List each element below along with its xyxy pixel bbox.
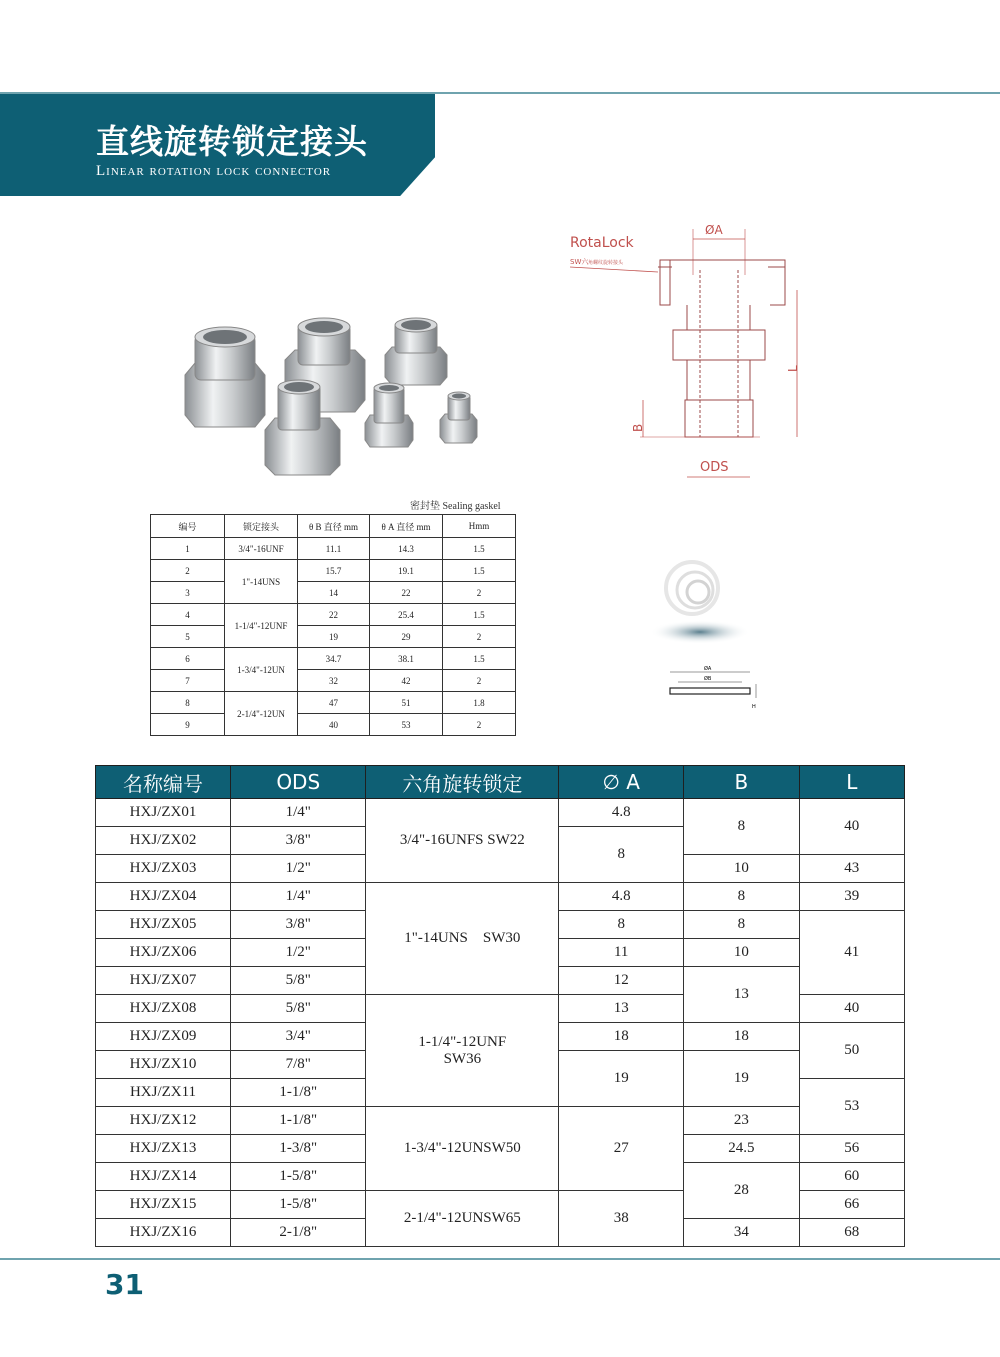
cell: 19 [298,626,370,648]
cell: HXJ/ZX04 [96,883,231,911]
cell: HXJ/ZX05 [96,911,231,939]
cell: 40 [298,714,370,736]
cell: 1-1/8" [231,1107,366,1135]
cell: HXJ/ZX16 [96,1219,231,1247]
cell: 8 [684,883,799,911]
cell: 32 [298,670,370,692]
cell: HXJ/ZX15 [96,1191,231,1219]
cell: 1.5 [443,604,516,626]
cell: 22 [370,582,443,604]
cell: 2-1/4"-12UNSW65 [366,1191,559,1247]
page-title: 直线旋转锁定接头 [96,122,368,161]
cell: 2 [443,582,516,604]
cell: 1/4" [231,883,366,911]
page-number: 31 [105,1268,144,1301]
col-header: 六角旋转锁定 [366,766,559,799]
table-row [96,1107,905,1135]
cell: 1/2" [231,939,366,967]
cell: 1.5 [443,538,516,560]
gasket-table [150,514,516,736]
cell: 11 [559,939,684,967]
table-row [151,692,516,714]
cell: HXJ/ZX08 [96,995,231,1023]
col-header: θ A 直径 mm [370,515,443,538]
fitting-6 [440,392,477,443]
cell: HXJ/ZX01 [96,799,231,827]
gasket-dim-b: ØB [704,676,712,682]
cell: 4.8 [559,799,684,827]
cell: 60 [799,1163,904,1191]
cell: 1 [151,538,225,560]
dim-l-label: L [786,365,800,372]
cell: 1"-14UNS [225,560,298,604]
dim-a-label: ØA [705,223,723,237]
cell: HXJ/ZX13 [96,1135,231,1163]
cell: 1"-14UNS SW30 [366,883,559,995]
cell: 53 [799,1079,904,1135]
col-header: 锁定接头 [225,515,298,538]
col-header: B [684,766,799,799]
cell: 3/4" [231,1023,366,1051]
cell: 24.5 [684,1135,799,1163]
cell: 38 [559,1191,684,1247]
cell: 9 [151,714,225,736]
cell: 13 [559,995,684,1023]
dim-ods-label: ODS [700,460,729,475]
cell: 27 [559,1107,684,1191]
col-header: θ B 直径 mm [298,515,370,538]
cell: 1/4" [231,799,366,827]
cell: HXJ/ZX03 [96,855,231,883]
gasket-table-header [151,515,516,538]
sw-note: 角螺纹旋转接头 [588,260,624,266]
cell: 4.8 [559,883,684,911]
cell: HXJ/ZX14 [96,1163,231,1191]
cell: 1/2" [231,855,366,883]
cell: 38.1 [370,648,443,670]
cell: 1-3/8" [231,1135,366,1163]
spec-table-header [96,766,905,799]
cell: 5/8" [231,967,366,995]
cell: 19 [559,1051,684,1107]
table-row [96,799,905,827]
cell: 14 [298,582,370,604]
cell: 8 [559,911,684,939]
sw-label: SW六 [570,258,589,266]
table-row [151,582,516,604]
cell: 47 [298,692,370,714]
cell: 1-3/4"-12UN [225,648,298,692]
cell: 5/8" [231,995,366,1023]
table-row [151,604,516,626]
cell: 12 [559,967,684,995]
dim-b-label: B [631,423,645,432]
cell: 19 [684,1051,799,1107]
hex-line: 1-1/4"-12UNF [418,1033,507,1050]
cell: 28 [684,1163,799,1219]
cell: 1-1/4"-12UNF [225,604,298,648]
cell: HXJ/ZX11 [96,1079,231,1107]
fitting-5 [365,383,413,447]
cell: 5 [151,626,225,648]
cell: 7 [151,670,225,692]
cell: 1.8 [443,692,516,714]
cell: 10 [684,855,799,883]
footer-rule [0,1258,1000,1260]
cell: 18 [684,1023,799,1051]
cell: 2 [151,560,225,582]
cell: 23 [684,1107,799,1135]
cell: 7/8" [231,1051,366,1079]
cell: 39 [799,883,904,911]
hex-line: SW36 [443,1050,482,1067]
cell: HXJ/ZX10 [96,1051,231,1079]
cell: 8 [559,827,684,883]
cell: 11.1 [298,538,370,560]
cell: 56 [799,1135,904,1163]
cell: 34.7 [298,648,370,670]
cell: HXJ/ZX06 [96,939,231,967]
cell: 1-1/8" [231,1079,366,1107]
cell: 53 [370,714,443,736]
cell: 51 [370,692,443,714]
rotalock-label: RotaLock [570,235,634,251]
gasket-drawing [660,662,770,712]
col-header: Hmm [443,515,516,538]
cell: 3 [151,582,225,604]
cell: 34 [684,1219,799,1247]
cell: 8 [151,692,225,714]
cell: 1-5/8" [231,1163,366,1191]
cell: HXJ/ZX09 [96,1023,231,1051]
fitting-1 [185,327,265,427]
col-header: L [799,766,904,799]
cell: 13 [684,967,799,1023]
cell: HXJ/ZX12 [96,1107,231,1135]
gasket-dim-a: ØA [704,666,712,672]
cell: 43 [799,855,904,883]
spec-table [95,765,905,1247]
cell: 3/8" [231,827,366,855]
gasket-table-caption: 密封垫 Sealing gaskel [410,501,501,512]
cell: 42 [370,670,443,692]
table-row [151,538,516,560]
table-row [96,883,905,911]
cell: 6 [151,648,225,670]
cell: 4 [151,604,225,626]
cell: 40 [799,995,904,1023]
cell: 2-1/8" [231,1219,366,1247]
cell: 3/4"-16UNFS SW22 [366,799,559,883]
cell: 15.7 [298,560,370,582]
cell: 3/4"-16UNF [225,538,298,560]
cell: 2 [443,670,516,692]
cell: 50 [799,1023,904,1079]
cell: 2 [443,714,516,736]
cell: 10 [684,939,799,967]
gasket-photo [650,550,750,645]
cell: 8 [684,911,799,939]
cell: 2-1/4"-12UN [225,692,298,736]
cell: 14.3 [370,538,443,560]
col-header: 编号 [151,515,225,538]
gasket-dim-h: H [752,704,756,710]
table-row [151,648,516,670]
cell: HXJ/ZX02 [96,827,231,855]
col-header: ODS [231,766,366,799]
cell: 29 [370,626,443,648]
table-row [151,560,516,582]
cell: 66 [799,1191,904,1219]
cell: 41 [799,911,904,995]
table-row [151,714,516,736]
cell: 68 [799,1219,904,1247]
banner-rule [0,92,1000,94]
cell: HXJ/ZX07 [96,967,231,995]
cell: 40 [799,799,904,855]
col-header: ∅ A [559,766,684,799]
cell: 2 [443,626,516,648]
cell: 1.5 [443,648,516,670]
cell: 25.4 [370,604,443,626]
cell: 18 [559,1023,684,1051]
cell [366,995,559,1107]
cell: 8 [684,799,799,855]
fitting-3 [385,318,447,385]
cell: 19.1 [370,560,443,582]
technical-drawing [560,215,810,490]
cell: 3/8" [231,911,366,939]
cell: 22 [298,604,370,626]
cell: 1-3/4"-12UNSW50 [366,1107,559,1191]
table-row [151,626,516,648]
cell: 1.5 [443,560,516,582]
table-row [151,670,516,692]
cell: 1-5/8" [231,1191,366,1219]
page-subtitle: Linear rotation lock connector [96,163,332,179]
product-photo [170,315,510,480]
col-header: 名称编号 [96,766,231,799]
